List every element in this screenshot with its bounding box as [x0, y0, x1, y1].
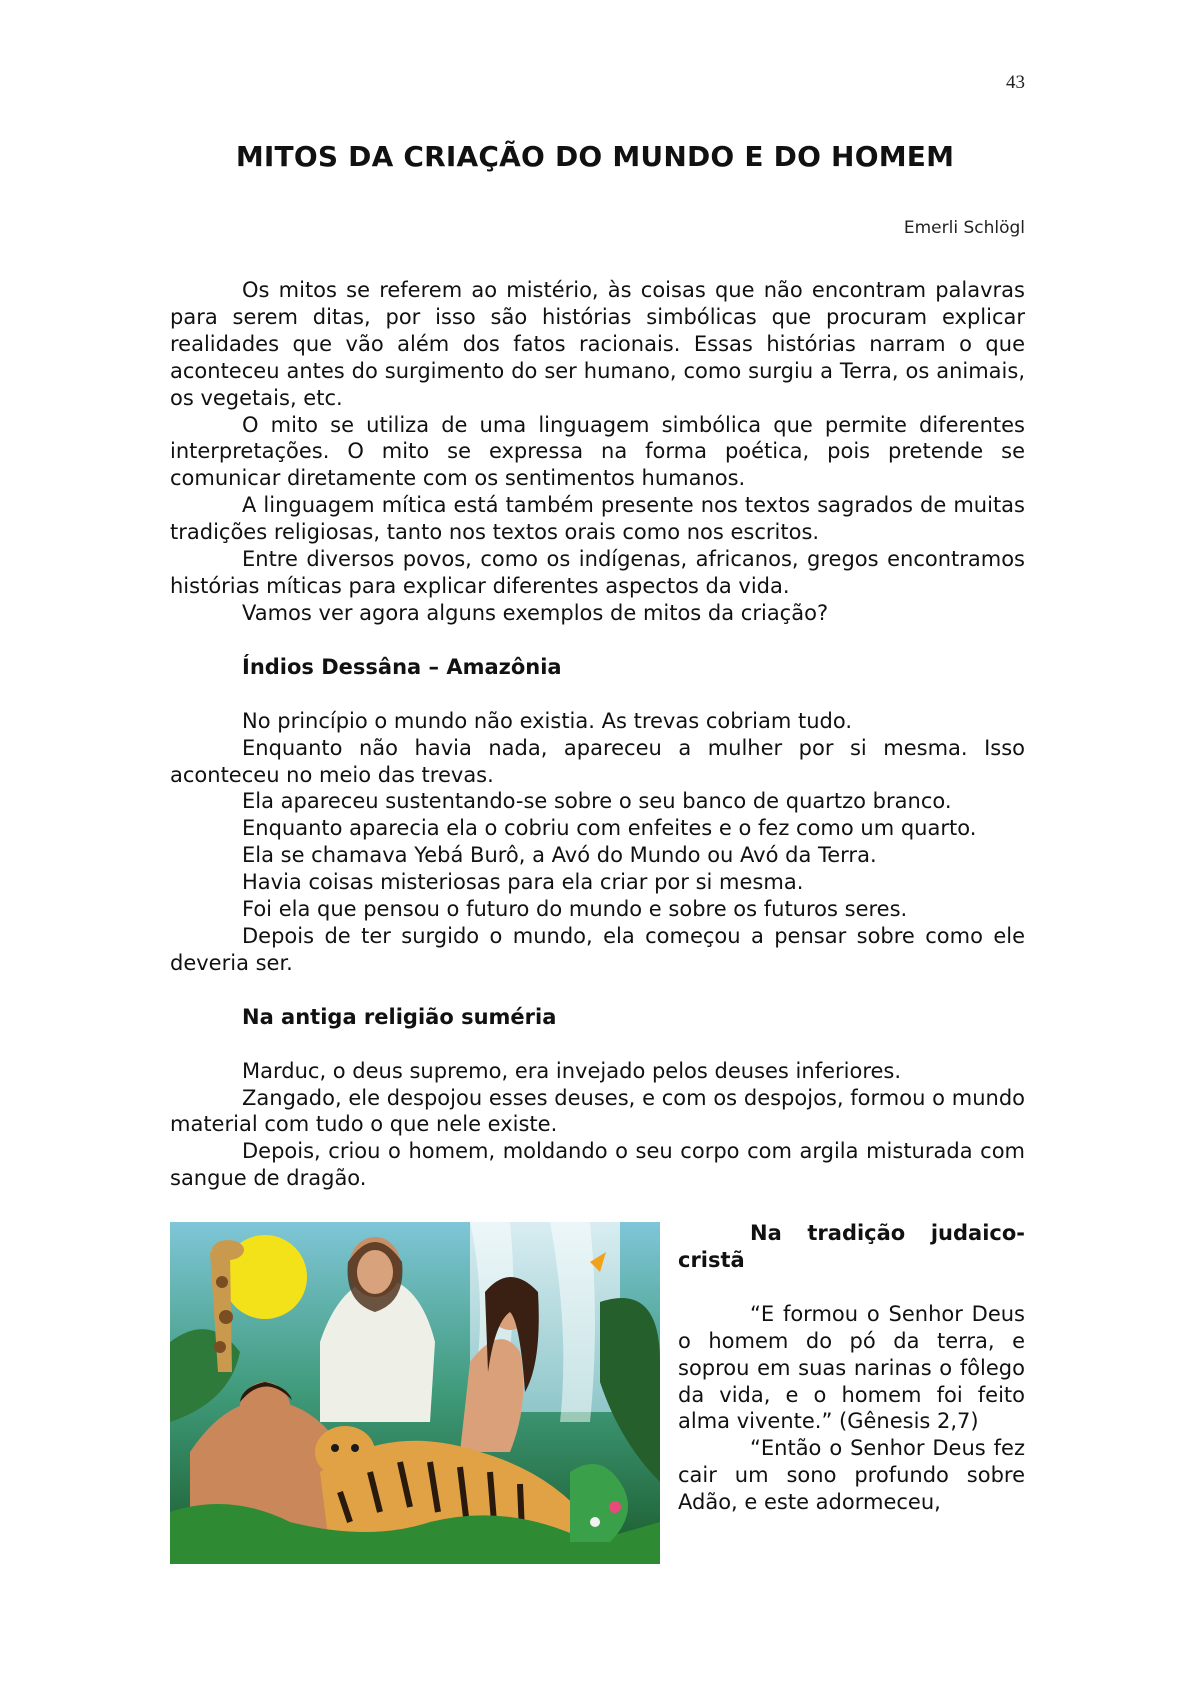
- author-name: Emerli Schlögl: [903, 218, 1025, 238]
- paragraph: Ela apareceu sustentando-se sobre o seu banco de quartzo branco.: [242, 789, 952, 814]
- paragraph: Vamos ver agora alguns exemplos de mitos da criação?: [242, 600, 829, 625]
- paragraph: “Então o Senhor Deus fez cair um sono profundo sobre Adão, e este adormeceu,: [678, 1436, 1025, 1515]
- main-text: [170, 277, 1025, 1192]
- paragraph: Marduc, o deus supremo, era invejado pelos deuses inferiores.: [242, 1058, 902, 1083]
- paragraph: Foi ela que pensou o futuro do mundo e sobre os futuros seres.: [242, 897, 908, 922]
- paragraph: Ela se chamava Yebá Burô, a Avó do Mundo ou Avó da Terra.: [242, 843, 877, 868]
- paragraph: “E formou o Senhor Deus o homem do pó da terra, e soprou em suas narinas o fôlego da vida, e o homem foi feito alma vivente.” (Gênesis 2,7): [678, 1301, 1025, 1434]
- side-column: [678, 1220, 1025, 1516]
- paragraph: Enquanto não havia nada, apareceu a mulher por si mesma. Isso aconteceu no meio das trevas.: [170, 735, 1025, 787]
- paragraph: Depois, criou o homem, moldando o seu corpo com argila misturada com sangue de dragão.: [170, 1139, 1025, 1191]
- page-number: 43: [1006, 72, 1025, 93]
- section-heading-judaico: Na tradição judaico-cristã: [678, 1221, 1025, 1272]
- paragraph: Havia coisas misteriosas para ela criar por si mesma.: [242, 870, 804, 895]
- paragraph: Enquanto aparecia ela o cobriu com enfeites e o fez como um quarto.: [242, 816, 977, 841]
- paragraph: Zangado, ele despojou esses deuses, e com os despojos, formou o mundo material com tudo o que nele existe.: [170, 1085, 1025, 1137]
- paragraph: A linguagem mítica está também presente nos textos sagrados de muitas tradições religiosas, tanto nos textos orais como nos escritos.: [170, 493, 1025, 545]
- creation-illustration: [170, 1222, 660, 1564]
- paragraph: Depois de ter surgido o mundo, ela começou a pensar sobre como ele deveria ser.: [170, 923, 1025, 975]
- page-title: MITOS DA CRIAÇÃO DO MUNDO E DO HOMEM: [235, 140, 955, 173]
- paragraph: Os mitos se referem ao mistério, às coisas que não encontram palavras para serem ditas, por isso são histórias simbólicas que procuram explicar realidades que vão além dos fatos racionais. Essas histórias narram o que aconteceu antes do surgimento do ser humano, como surgiu a Terra, os animais, os vegetais, etc.: [170, 278, 1025, 410]
- paragraph: Entre diversos povos, como os indígenas, africanos, gregos encontramos histórias míticas para explicar diferentes aspectos da vida.: [170, 547, 1025, 598]
- section-heading-dessana: Índios Dessâna – Amazônia: [242, 654, 562, 679]
- paragraph: O mito se utiliza de uma linguagem simbólica que permite diferentes interpretações. O mito se expressa na forma poética, pois pretende se comunicar diretamente com os sentimentos humanos.: [170, 412, 1025, 491]
- paragraph: No princípio o mundo não existia. As trevas cobriam tudo.: [242, 708, 853, 733]
- section-heading-sumeria: Na antiga religião suméria: [242, 1004, 557, 1029]
